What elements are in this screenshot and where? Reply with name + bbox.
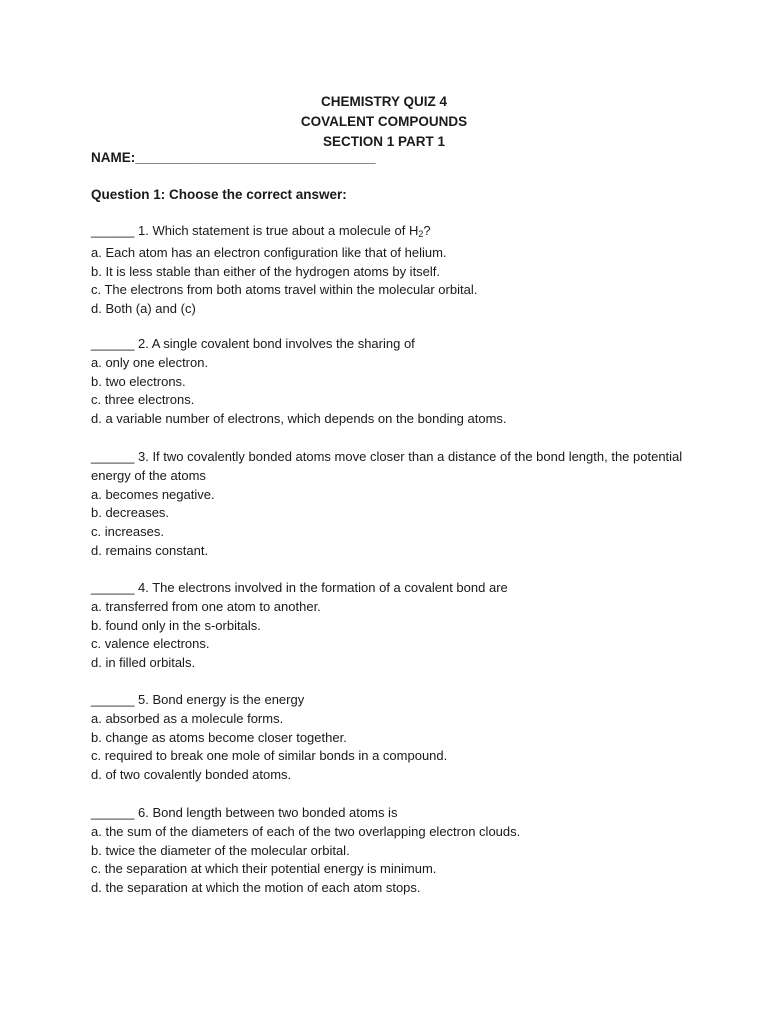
question-2 — [91, 335, 691, 429]
name-blank[interactable]: ________________________________ — [135, 150, 376, 165]
question-stem: ______ 6. Bond length between two bonded atoms is — [91, 805, 398, 820]
question-stem: ______ 4. The electrons involved in the formation of a covalent bond are — [91, 580, 508, 595]
name-field[interactable] — [91, 148, 376, 168]
answer-option: a. only one electron. — [91, 354, 209, 370]
answer-option: d. in filled orbitals. — [91, 655, 196, 671]
quiz-subtitle: COVALENT COMPOUNDS — [300, 114, 468, 129]
answer-option: a. Each atom has an electron configuration like that of helium. — [91, 244, 447, 260]
answer-option: d. Both (a) and (c) — [91, 301, 196, 317]
answer-option: d. of two covalently bonded atoms. — [91, 767, 292, 783]
quiz-title: CHEMISTRY QUIZ 4 — [320, 94, 447, 109]
question-1 — [91, 222, 691, 319]
question-stem: ______ 3. If two covalently bonded atoms move closer than a distance of the bond length, the potential energy of the atoms — [91, 449, 683, 483]
answer-option: d. a variable number of electrons, which depends on the bonding atoms. — [91, 411, 507, 427]
answer-option: b. twice the diameter of the molecular orbital. — [91, 842, 350, 858]
answer-option: b. two electrons. — [91, 373, 186, 389]
answer-option: a. absorbed as a molecule forms. — [91, 710, 284, 726]
quiz-section: SECTION 1 PART 1 — [322, 134, 446, 149]
answer-option: a. the sum of the diameters of each of the two overlapping electron clouds. — [91, 823, 521, 839]
instruction-heading: Question 1: Choose the correct answer: — [91, 187, 347, 202]
answer-option: c. the separation at which their potential energy is minimum. — [91, 861, 437, 877]
question-stem: ______ 2. A single covalent bond involves the sharing of — [91, 336, 415, 351]
answer-option: b. found only in the s-orbitals. — [91, 617, 261, 633]
answer-option: b. decreases. — [91, 505, 170, 521]
answer-option: a. transferred from one atom to another. — [91, 598, 321, 614]
answer-option: c. three electrons. — [91, 392, 195, 408]
answer-option: b. change as atoms become closer together. — [91, 729, 347, 745]
answer-option: a. becomes negative. — [91, 486, 215, 502]
answer-option: d. remains constant. — [91, 542, 209, 558]
answer-option: d. the separation at which the motion of each atom stops. — [91, 880, 421, 896]
subscript: 2 — [418, 229, 424, 239]
question-stem: ______ 1. Which statement is true about a molecule of $H_2$? — [91, 223, 431, 239]
question-6 — [91, 804, 691, 898]
quiz-header — [0, 92, 768, 152]
question-stem: ______ 5. Bond energy is the energy — [91, 692, 305, 707]
question-4 — [91, 579, 691, 673]
answer-option: c. valence electrons. — [91, 636, 210, 652]
answer-option: b. It is less stable than either of the hydrogen atoms by itself. — [91, 263, 441, 279]
answer-option: c. The electrons from both atoms travel within the molecular orbital. — [91, 282, 478, 298]
question-3 — [91, 448, 691, 561]
name-label: NAME: — [91, 150, 136, 165]
answer-option: c. increases. — [91, 524, 164, 540]
question-5 — [91, 691, 691, 785]
answer-option: c. required to break one mole of similar bonds in a compound. — [91, 748, 448, 764]
